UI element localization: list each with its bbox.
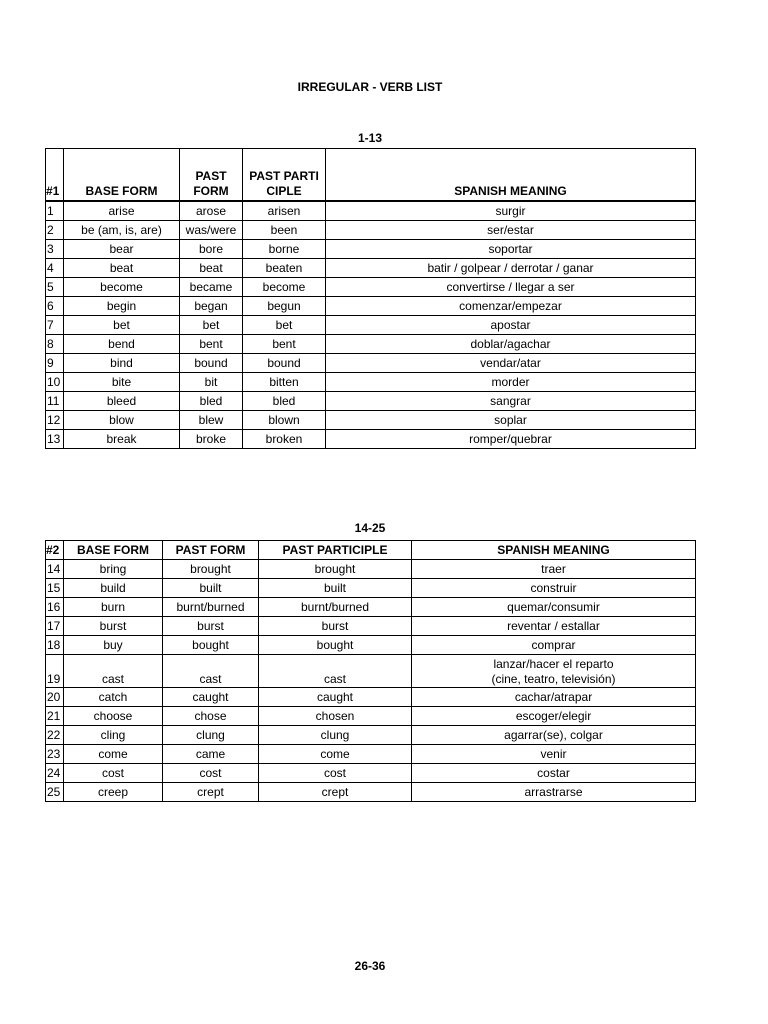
cell-past-participle: burst bbox=[259, 617, 412, 636]
header-past-participle: PAST PARTICIPLE bbox=[259, 541, 412, 560]
header-number: #1 bbox=[46, 149, 64, 201]
cell-past-form: bit bbox=[180, 372, 243, 391]
header-spanish-meaning: SPANISH MEANING bbox=[326, 149, 696, 201]
cell-base-form: blow bbox=[64, 410, 180, 429]
table-row bbox=[46, 579, 696, 598]
cell-past-participle: bound bbox=[243, 353, 326, 372]
cell-number: 10 bbox=[46, 372, 64, 391]
cell-past-participle: bought bbox=[259, 636, 412, 655]
cell-spanish-meaning: soplar bbox=[326, 410, 696, 429]
cell-base-form: cling bbox=[64, 726, 163, 745]
cell-past-participle: broken bbox=[243, 429, 326, 448]
cell-base-form: bleed bbox=[64, 391, 180, 410]
cell-past-form: brought bbox=[163, 560, 259, 579]
cell-past-participle: bitten bbox=[243, 372, 326, 391]
cell-past-form: cost bbox=[163, 764, 259, 783]
cell-past-participle: cost bbox=[259, 764, 412, 783]
cell-past-participle: bet bbox=[243, 315, 326, 334]
cell-spanish-meaning: doblar/agachar bbox=[326, 334, 696, 353]
cell-base-form: become bbox=[64, 277, 180, 296]
header-base-form: BASE FORM bbox=[64, 149, 180, 201]
cell-spanish-meaning: batir / golpear / derrotar / ganar bbox=[326, 258, 696, 277]
table-row bbox=[46, 353, 696, 372]
cell-past-form: crept bbox=[163, 783, 259, 802]
cell-past-form: built bbox=[163, 579, 259, 598]
cell-past-participle: caught bbox=[259, 688, 412, 707]
range-label: 26-36 bbox=[354, 959, 386, 973]
cell-past-participle: cast bbox=[259, 655, 412, 688]
cell-past-participle: clung bbox=[259, 726, 412, 745]
table-row bbox=[46, 201, 696, 221]
cell-spanish-meaning: comenzar/empezar bbox=[326, 296, 696, 315]
header-past-form: PAST FORM bbox=[180, 149, 243, 201]
cell-spanish-meaning: morder bbox=[326, 372, 696, 391]
cell-spanish-meaning: sangrar bbox=[326, 391, 696, 410]
cell-spanish-meaning: romper/quebrar bbox=[326, 429, 696, 448]
table-row bbox=[46, 220, 696, 239]
cell-past-participle: burnt/burned bbox=[259, 598, 412, 617]
cell-spanish-meaning: soportar bbox=[326, 239, 696, 258]
table-row bbox=[46, 258, 696, 277]
header-past-participle bbox=[243, 149, 326, 201]
cell-spanish-meaning: ser/estar bbox=[326, 220, 696, 239]
header-past-participle-label: PAST PARTICIPLE bbox=[249, 168, 319, 198]
cell-number: 3 bbox=[46, 239, 64, 258]
table-row bbox=[46, 764, 696, 783]
table-row bbox=[46, 655, 696, 688]
table-row bbox=[46, 410, 696, 429]
cell-spanish-meaning: arrastrarse bbox=[412, 783, 696, 802]
table-row bbox=[46, 239, 696, 258]
page-title: IRREGULAR - VERB LIST bbox=[297, 80, 443, 94]
cell-past-participle: built bbox=[259, 579, 412, 598]
cell-spanish-meaning: escoger/elegir bbox=[412, 707, 696, 726]
cell-base-form: cost bbox=[64, 764, 163, 783]
cell-line: lanzar/hacer el reparto bbox=[493, 657, 614, 671]
cell-spanish-meaning: vendar/atar bbox=[326, 353, 696, 372]
cell-number: 7 bbox=[46, 315, 64, 334]
cell-spanish-meaning: costar bbox=[412, 764, 696, 783]
cell-base-form: bend bbox=[64, 334, 180, 353]
cell-number: 23 bbox=[46, 745, 64, 764]
cell-number: 13 bbox=[46, 429, 64, 448]
table-row bbox=[46, 391, 696, 410]
cell-past-participle: brought bbox=[259, 560, 412, 579]
cell-past-participle: become bbox=[243, 277, 326, 296]
cell-spanish-meaning: surgir bbox=[326, 201, 696, 221]
cell-past-form: burnt/burned bbox=[163, 598, 259, 617]
table-row bbox=[46, 745, 696, 764]
cell-past-form: burst bbox=[163, 617, 259, 636]
cell-base-form: break bbox=[64, 429, 180, 448]
cell-past-form: blew bbox=[180, 410, 243, 429]
cell-number: 11 bbox=[46, 391, 64, 410]
cell-past-participle: bent bbox=[243, 334, 326, 353]
table-row bbox=[46, 636, 696, 655]
cell-past-form: was/were bbox=[180, 220, 243, 239]
cell-spanish-meaning: traer bbox=[412, 560, 696, 579]
cell-past-participle: beaten bbox=[243, 258, 326, 277]
table-row bbox=[46, 688, 696, 707]
cell-past-form: clung bbox=[163, 726, 259, 745]
cell-past-form: bled bbox=[180, 391, 243, 410]
cell-past-form: became bbox=[180, 277, 243, 296]
cell-base-form: be (am, is, are) bbox=[64, 220, 180, 239]
cell-base-form: bite bbox=[64, 372, 180, 391]
cell-number: 12 bbox=[46, 410, 64, 429]
range-label: 1-13 bbox=[357, 131, 383, 145]
cell-number: 25 bbox=[46, 783, 64, 802]
cell-spanish-meaning: construir bbox=[412, 579, 696, 598]
cell-past-form: bought bbox=[163, 636, 259, 655]
cell-number: 1 bbox=[46, 201, 64, 221]
table-row bbox=[46, 598, 696, 617]
cell-number: 9 bbox=[46, 353, 64, 372]
cell-past-form: arose bbox=[180, 201, 243, 221]
cell-past-form: caught bbox=[163, 688, 259, 707]
cell-past-form: cast bbox=[163, 655, 259, 688]
table-row bbox=[46, 429, 696, 448]
cell-number: 21 bbox=[46, 707, 64, 726]
cell-base-form: creep bbox=[64, 783, 163, 802]
cell-spanish-meaning: agarrar(se), colgar bbox=[412, 726, 696, 745]
cell-past-form: bent bbox=[180, 334, 243, 353]
table-row bbox=[46, 296, 696, 315]
cell-base-form: bet bbox=[64, 315, 180, 334]
cell-number: 18 bbox=[46, 636, 64, 655]
cell-spanish-meaning: apostar bbox=[326, 315, 696, 334]
table-row bbox=[46, 783, 696, 802]
cell-spanish-meaning: venir bbox=[412, 745, 696, 764]
cell-base-form: arise bbox=[64, 201, 180, 221]
cell-past-form: began bbox=[180, 296, 243, 315]
cell-base-form: bear bbox=[64, 239, 180, 258]
cell-spanish-meaning bbox=[412, 655, 696, 688]
cell-base-form: beat bbox=[64, 258, 180, 277]
cell-number: 2 bbox=[46, 220, 64, 239]
cell-number: 15 bbox=[46, 579, 64, 598]
table-row bbox=[46, 726, 696, 745]
cell-past-form: broke bbox=[180, 429, 243, 448]
cell-past-form: came bbox=[163, 745, 259, 764]
cell-past-form: beat bbox=[180, 258, 243, 277]
cell-number: 6 bbox=[46, 296, 64, 315]
cell-line: (cine, teatro, televisión) bbox=[491, 672, 616, 686]
cell-spanish-meaning: cachar/atrapar bbox=[412, 688, 696, 707]
cell-base-form: begin bbox=[64, 296, 180, 315]
range-label: 14-25 bbox=[354, 521, 386, 535]
cell-past-participle: come bbox=[259, 745, 412, 764]
cell-spanish-meaning: quemar/consumir bbox=[412, 598, 696, 617]
cell-number: 19 bbox=[46, 655, 64, 688]
header-spanish-meaning: SPANISH MEANING bbox=[412, 541, 696, 560]
table-row bbox=[46, 560, 696, 579]
cell-past-form: bet bbox=[180, 315, 243, 334]
table-row bbox=[46, 707, 696, 726]
header-base-form: BASE FORM bbox=[64, 541, 163, 560]
cell-past-participle: arisen bbox=[243, 201, 326, 221]
header-past-form: PAST FORM bbox=[163, 541, 259, 560]
cell-past-participle: been bbox=[243, 220, 326, 239]
table-row bbox=[46, 277, 696, 296]
table-header-row bbox=[46, 149, 696, 201]
verb-table-1 bbox=[45, 148, 696, 449]
cell-past-participle: crept bbox=[259, 783, 412, 802]
cell-number: 17 bbox=[46, 617, 64, 636]
cell-spanish-meaning: comprar bbox=[412, 636, 696, 655]
cell-base-form: catch bbox=[64, 688, 163, 707]
cell-base-form: burst bbox=[64, 617, 163, 636]
cell-past-participle: chosen bbox=[259, 707, 412, 726]
cell-base-form: build bbox=[64, 579, 163, 598]
cell-number: 14 bbox=[46, 560, 64, 579]
cell-past-form: bore bbox=[180, 239, 243, 258]
cell-past-participle: blown bbox=[243, 410, 326, 429]
cell-base-form: bring bbox=[64, 560, 163, 579]
verb-table-2 bbox=[45, 540, 696, 802]
cell-number: 8 bbox=[46, 334, 64, 353]
table-row bbox=[46, 315, 696, 334]
cell-base-form: cast bbox=[64, 655, 163, 688]
cell-past-participle: begun bbox=[243, 296, 326, 315]
table-row bbox=[46, 334, 696, 353]
cell-base-form: burn bbox=[64, 598, 163, 617]
cell-number: 4 bbox=[46, 258, 64, 277]
cell-base-form: choose bbox=[64, 707, 163, 726]
cell-spanish-meaning: reventar / estallar bbox=[412, 617, 696, 636]
cell-base-form: come bbox=[64, 745, 163, 764]
header-number: #2 bbox=[46, 541, 64, 560]
table-row bbox=[46, 372, 696, 391]
cell-spanish-meaning: convertirse / llegar a ser bbox=[326, 277, 696, 296]
cell-past-participle: borne bbox=[243, 239, 326, 258]
table-header-row bbox=[46, 541, 696, 560]
cell-number: 5 bbox=[46, 277, 64, 296]
cell-number: 16 bbox=[46, 598, 64, 617]
cell-past-participle: bled bbox=[243, 391, 326, 410]
cell-base-form: bind bbox=[64, 353, 180, 372]
table-row bbox=[46, 617, 696, 636]
cell-past-form: chose bbox=[163, 707, 259, 726]
cell-number: 22 bbox=[46, 726, 64, 745]
cell-number: 24 bbox=[46, 764, 64, 783]
cell-number: 20 bbox=[46, 688, 64, 707]
cell-past-form: bound bbox=[180, 353, 243, 372]
cell-base-form: buy bbox=[64, 636, 163, 655]
